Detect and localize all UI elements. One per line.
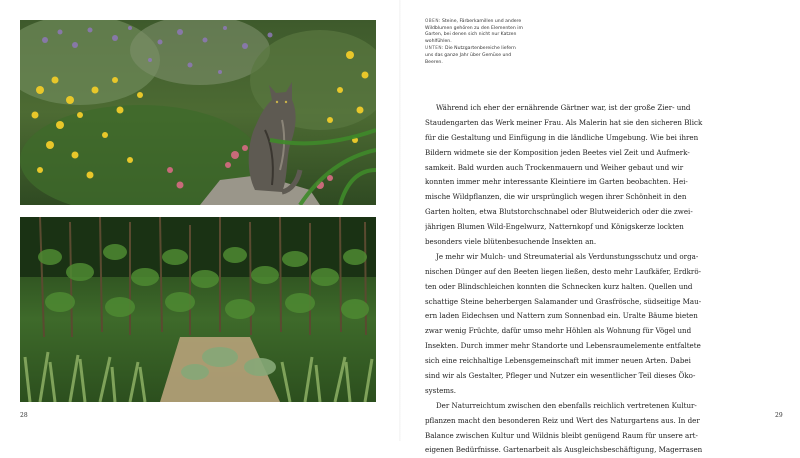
photo-vegetable-garden: [20, 217, 376, 402]
body-line: pflanzen macht den besonderen Reiz und Wert des Naturgartens aus. In der: [425, 415, 700, 425]
body-line: besonders viele blütenbesuchende Insekten an.: [425, 237, 597, 247]
body-line: ten oder Blindschleichen konnten die Schnecken kurz halten. Quellen und: [425, 281, 693, 291]
body-line: Garten holten, etwa Blutstorchschnabel oder Blutweiderich oder die zwei-: [425, 207, 693, 217]
cat-garden-image: [20, 20, 376, 205]
body-line: schattige Steine beherbergen Salamander und Grasfrösche, südseitige Mau-: [425, 296, 702, 306]
body-line: Je mehr wir Mulch- und Streumaterial als Verdunstungsschutz und orga-: [436, 251, 699, 261]
vegetable-garden-image: [20, 217, 376, 402]
body-line: samkeit. Bald wurden auch Trockenmauern und Weiher gebaut und wir: [425, 162, 684, 172]
caption-bottom: [425, 45, 525, 66]
body-line: mische Wildpflanzen, die wir ursprünglich wegen ihrer Schönheit in den: [425, 192, 687, 202]
body-line: systems.: [425, 385, 456, 395]
body-line: Insekten. Durch immer mehr Standorte und Lebensraumelemente entfaltete: [425, 341, 701, 351]
body-line: Der Naturreichtum zwischen den ebenfalls reichlich vertretenen Kultur-: [436, 400, 697, 410]
body-line: sind wir als Gestalter, Pfleger und Nutzer ein wesentlicher Teil dieses Öko-: [425, 371, 696, 381]
body-line: Bildern widmete sie der Komposition jeden Beetes viel Zeit und Aufmerk-: [425, 147, 690, 157]
caption-bottom-text: : Die Nutzgartenbereiche liefern uns das ganze Jahr über Gemüse und Beeren.: [425, 46, 516, 65]
body-line: eigenen Bedürfnisse. Gartenarbeit als Ausgleichsbeschäftigung, Magerrasen: [425, 445, 703, 455]
caption-top: [425, 18, 525, 45]
body-line: Balance zwischen Kultur und Wildnis bleibt genügend Raum für unsere art-: [425, 430, 698, 440]
body-line: nischen Dünger auf den Beeten liegen ließen, desto mehr Laufkäfer, Erdkrö-: [425, 266, 701, 276]
body-text: [425, 101, 783, 458]
body-line: Staudengarten das Werk meiner Frau. Als Malerin hat sie den sicheren Blick: [425, 117, 703, 127]
page-gutter: [399, 0, 401, 441]
body-line: Während ich eher der ernährende Gärtner war, ist der große Zier- und: [436, 103, 691, 112]
body-line: konnten immer mehr interessante Kleintiere im Garten beobachten. Hei-: [425, 177, 688, 187]
body-line: sich eine reichhaltige Lebensgemeinschaft mit immer neuen Arten. Dabei: [425, 356, 691, 366]
caption-top-text: : Steine, Färberkamillen und andere Wildblumen gehören zu den Elementen im Garten, bei denen sich nicht nur Katzen wohlfühlen.: [425, 19, 524, 44]
page-number-right: 29: [775, 412, 783, 419]
body-line: jährigen Blumen Wild-Engelwurz, Natternkopf und Königskerze lockten: [425, 222, 684, 232]
body-line: für die Gestaltung und Einfügung in die ländliche Umgebung. Wie bei ihren: [425, 132, 699, 142]
body-line: zwar wenig Früchte, dafür umso mehr Höhlen als Wohnung für Vögel und: [425, 326, 692, 336]
photo-caption: [425, 18, 525, 66]
caption-bottom-label: UNTEN: [425, 45, 443, 51]
page-number-left: 28: [20, 412, 28, 419]
body-line: ern laden Eidechsen und Nattern zum Sonnenbad ein. Uralte Bäume bieten: [425, 311, 698, 321]
caption-top-label: OBEN: [425, 18, 439, 23]
photo-cat-wildflowers: [20, 20, 376, 205]
